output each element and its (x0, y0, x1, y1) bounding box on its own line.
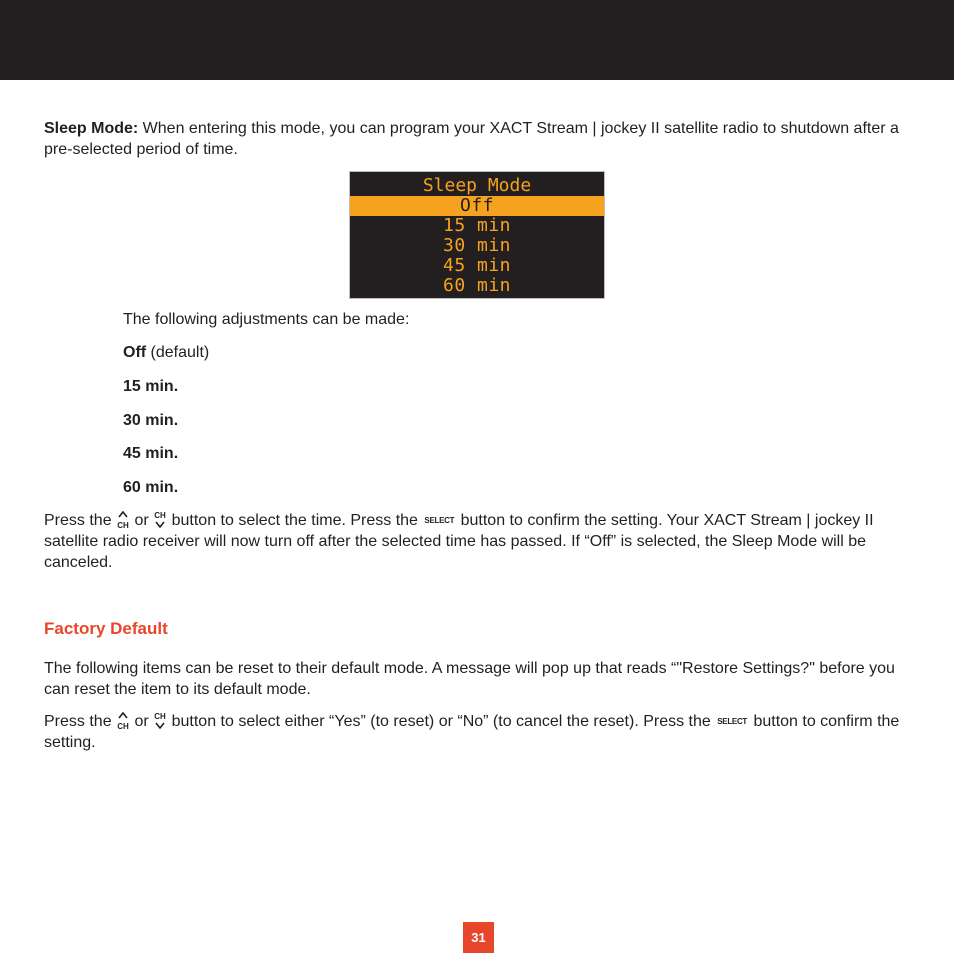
lcd-option-selected: Off (350, 196, 604, 216)
text: or (130, 512, 154, 529)
channel-down-icon (153, 511, 167, 529)
option-off-note: (default) (146, 344, 210, 361)
select-button-icon: SELECT (717, 717, 748, 726)
channel-down-icon (153, 712, 167, 730)
sleep-mode-desc: When entering this mode, you can program your XACT Stream | jockey II satellite radio to shutdown after a pre-selected period of time. (44, 120, 899, 158)
page-number: 31 (463, 922, 494, 953)
ch-label: CH (117, 722, 129, 730)
option-60: 60 min. (123, 479, 179, 496)
option-30: 30 min. (123, 412, 179, 429)
lcd-option: 15 min (442, 215, 512, 236)
ch-label: CH (154, 712, 166, 721)
lcd-option: 30 min (442, 235, 512, 256)
lcd-option: 60 min (442, 275, 512, 296)
factory-default-heading: Factory Default (44, 619, 168, 638)
lcd-title: Sleep Mode (422, 175, 532, 196)
option-15: 15 min. (123, 378, 179, 395)
option-off (123, 342, 209, 363)
option-off-label: Off (123, 344, 147, 361)
lcd-display (349, 171, 605, 299)
text: button to select the time. Press the (167, 512, 423, 529)
ch-label: CH (154, 511, 166, 520)
sleep-mode-paragraph (44, 118, 914, 160)
text: Press the (44, 713, 117, 730)
factory-default-desc: The following items can be reset to their default mode. A message will pop up that reads “"Restore Settings?" before you can reset the item to its default mode. (44, 660, 895, 698)
channel-up-icon (116, 511, 130, 529)
text: button to confirm the setting. (44, 713, 900, 751)
option-45: 45 min. (123, 445, 179, 462)
lcd-option: 45 min (442, 255, 512, 276)
press-paragraph-2 (44, 711, 914, 753)
channel-up-icon (116, 712, 130, 730)
text: or (130, 713, 154, 730)
select-button-icon: SELECT (424, 516, 455, 525)
press-paragraph-1 (44, 510, 914, 573)
ch-label: CH (117, 521, 129, 529)
header-bar (0, 0, 954, 80)
text: button to confirm the setting. Your XACT Stream | jockey II satellite radio receiver will now turn off after the selected time has passed. If “Off” is selected, the Sleep Mode will be canceled. (44, 512, 874, 571)
sleep-mode-label: Sleep Mode: (44, 120, 139, 137)
text: button to select either “Yes” (to reset) or “No” (to cancel the reset). Press the (167, 713, 716, 730)
text: Press the (44, 512, 117, 529)
adjustments-intro: The following adjustments can be made: (123, 311, 410, 328)
